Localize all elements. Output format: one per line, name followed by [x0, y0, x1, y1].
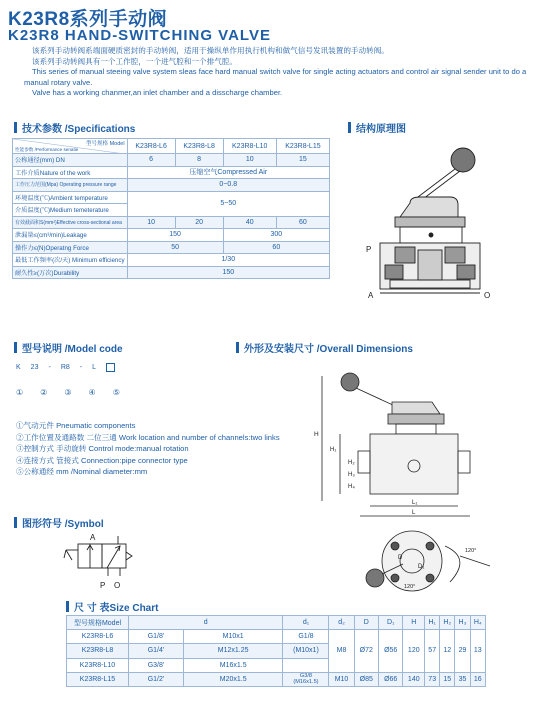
spec-row-label: 介质温度(℃)Medium temeterature [13, 204, 128, 217]
code-circle: ③ [64, 388, 72, 397]
size-cell: M10 [329, 672, 354, 686]
dim-angle-label: 120° [465, 548, 477, 554]
size-header-cell: d₁ [283, 616, 329, 630]
spec-cell: 20 [175, 216, 223, 229]
intro-line: This series of manual steeing valve system sleas face hard manual switch valve for single acting actuators and control air signal sender unit to do a manual rotary valve. [24, 67, 527, 87]
structure-heading-text: 结构原理图 [356, 124, 406, 135]
size-header-cell: H₁ [425, 616, 440, 630]
code-circle: ④ [88, 388, 96, 397]
code-part: R8 [60, 364, 70, 371]
size-cell: K23R8-L10 [67, 658, 129, 672]
spec-cell: 40 [223, 216, 276, 229]
model-col: K23R8-L8 [175, 139, 223, 154]
symbol-heading [14, 515, 104, 530]
size-header-cell: d [129, 616, 283, 630]
size-heading [66, 599, 158, 614]
valve-symbol [60, 530, 170, 590]
port-a-label: A [368, 291, 374, 300]
spec-row-label: 操作力≤(N)Operatng Force [13, 241, 128, 254]
spec-row [13, 179, 330, 192]
heading-bar [66, 601, 69, 612]
size-cell: M16x1.5 [183, 658, 283, 672]
symbol-heading-text: 图形符号 /Symbol [22, 519, 104, 530]
port-o-label: O [484, 291, 491, 300]
size-cell: Ø85 [354, 672, 378, 686]
spec-row-label: 工作介质Nature of the work [13, 166, 128, 179]
dim-h4-label: H₄ [348, 484, 355, 490]
size-cell: 29 [455, 630, 470, 673]
model-item: ②工作位置及通路数 二位三通 Work location and number of channels:two links [16, 432, 280, 442]
spec-cell: 10 [127, 216, 175, 229]
model-col: K23R8-L10 [223, 139, 276, 154]
size-cell [283, 658, 329, 672]
code-part: L [92, 364, 97, 371]
spec-diagonal-header [13, 139, 128, 154]
spec-cell: 8 [175, 154, 223, 167]
intro-text [24, 46, 544, 99]
code-part: K [16, 364, 21, 371]
spec-row-label: 有效截面积S(mm²)Effective cross-sectional area [13, 216, 128, 229]
size-cell: 15 [440, 672, 455, 686]
size-cell: (M10x1) [283, 644, 329, 658]
d1-value: G3/8 [299, 673, 313, 680]
size-cell: 73 [425, 672, 440, 686]
size-header-cell: H₂ [440, 616, 455, 630]
spec-row-label: 公称通径(mm) DN [13, 154, 128, 167]
size-cell: 12 [440, 630, 455, 673]
structure-drawing [340, 135, 545, 310]
size-cell: 13 [470, 630, 485, 673]
spec-row [13, 266, 330, 279]
spec-row [13, 166, 330, 179]
size-cell: G1/8 [283, 630, 329, 644]
spec-cell: 150 [127, 266, 329, 279]
code-parts [16, 363, 120, 372]
model-item: ④连接方式 管接式 Connection:pipe connector type [16, 455, 188, 465]
symbol-p-label: P [100, 581, 106, 590]
structure-heading [348, 120, 406, 135]
code-circle: ① [16, 388, 24, 397]
spec-cell: 10 [223, 154, 276, 167]
size-cell [283, 672, 329, 686]
page-title-en: K23R8 HAND-SWITCHING VALVE [8, 27, 271, 44]
heading-bar [14, 342, 17, 353]
dim-d1-label: D₁ [418, 564, 425, 570]
size-header-cell: H₄ [470, 616, 485, 630]
size-heading-text: 尺 寸 表Size Chart [74, 603, 159, 614]
size-cell: G1/2' [129, 672, 184, 686]
spec-header-row [13, 139, 330, 154]
size-header-cell: D [354, 616, 378, 630]
model-code-diagram [16, 363, 120, 397]
size-cell: 57 [425, 630, 440, 673]
size-cell: 120 [403, 630, 425, 673]
size-header-cell: 型号规格Model [67, 616, 129, 630]
dims-heading-text: 外形及安装尺寸 /Overall Dimensions [244, 344, 413, 355]
size-cell: Ø72 [354, 630, 378, 673]
heading-bar [236, 342, 239, 353]
size-cell: K23R8-L8 [67, 644, 129, 658]
dim-h-label: H [314, 431, 319, 438]
dimensions-drawing [300, 356, 545, 596]
port-p-label: P [366, 245, 372, 254]
size-cell: 140 [403, 672, 425, 686]
intro-line: Valve has a working chanmer,an inlet chamber and a disscharge chamber. [32, 88, 283, 98]
size-cell: Ø66 [378, 672, 402, 686]
spec-row [13, 191, 330, 204]
size-cell: G3/8' [129, 658, 184, 672]
dim-d-label: D [398, 555, 403, 561]
spec-cell: 0~0.8 [127, 179, 329, 192]
size-header-cell: d₂ [329, 616, 354, 630]
model-item: ⑤公称通经 mm /Nominal diameter:mm [16, 467, 148, 476]
intro-line: 该系列手动转阀具有一个工作腔，一个进气腔和一个排气腔。 [32, 56, 238, 66]
size-cell: K23R8-L15 [67, 672, 129, 686]
dims-heading [236, 340, 413, 355]
size-cell: 35 [455, 672, 470, 686]
spec-row-label: 环境温度(℃)Ambient temperature [13, 191, 128, 204]
size-row [67, 672, 486, 686]
size-cell: G1/8' [129, 630, 184, 644]
size-cell: M10x1 [183, 630, 283, 644]
model-heading [14, 340, 123, 355]
size-header-cell: H [403, 616, 425, 630]
spec-row [13, 154, 330, 167]
spec-cell: 60 [276, 216, 329, 229]
model-item: ①气动元件 Pneumatic components [16, 421, 136, 430]
dim-l1-label: L₁ [412, 500, 418, 506]
dim-h3-label: H₃ [348, 472, 355, 478]
spec-row [13, 229, 330, 242]
size-cell: G1/4' [129, 644, 184, 658]
size-header-cell: D₁ [378, 616, 402, 630]
code-circle: ② [40, 388, 48, 397]
model-item: ③控制方式 手动旋转 Control mode:manual rotation [16, 444, 189, 453]
d1-alt-value: (M16x1.5) [293, 679, 319, 686]
spec-row-label: 最低工作频率(次/天) Minimum efficiency [13, 254, 128, 267]
spec-row [13, 254, 330, 267]
dim-h1-label: H₁ [330, 447, 337, 453]
model-code-items [16, 420, 280, 478]
spec-cell: 300 [223, 229, 329, 242]
size-table [66, 615, 486, 687]
spec-row-label: 耐久性≥(万次)Durability [13, 266, 128, 279]
size-cell: M12x1.25 [183, 644, 283, 658]
model-col: K23R8-L6 [127, 139, 175, 154]
code-part: - [79, 364, 83, 371]
spec-cell: 150 [127, 229, 223, 242]
size-header-row [67, 616, 486, 630]
heading-bar [348, 122, 351, 133]
spec-cell: 1/30 [127, 254, 329, 267]
size-cell: M8 [329, 630, 354, 673]
symbol-o-label: O [114, 581, 121, 590]
heading-bar [14, 122, 17, 133]
spec-heading-text: 技术参数 /Specifications [22, 124, 136, 135]
dim-angle2-label: 120° [404, 584, 416, 590]
heading-bar [14, 517, 17, 528]
spec-cell: 6 [127, 154, 175, 167]
model-heading-text: 型号说明 /Model code [22, 344, 123, 355]
size-cell: K23R8-L6 [67, 630, 129, 644]
dim-h2-label: H₂ [348, 460, 355, 466]
spec-cell: 60 [223, 241, 329, 254]
code-part: 23 [30, 364, 39, 371]
size-header-cell: H₃ [455, 616, 470, 630]
spec-cell: 压缩空气Compressed Air [127, 166, 329, 179]
spec-row [13, 216, 330, 229]
header-bottom-label: 性能参数 /Performance senatie [15, 147, 79, 152]
spec-cell: 50 [127, 241, 223, 254]
size-row [67, 630, 486, 644]
size-cell: M20x1.5 [183, 672, 283, 686]
size-cell: Ø56 [378, 630, 402, 673]
spec-table [12, 138, 330, 279]
spec-row-label: 泄漏量≤(cm³/min)Leakage [13, 229, 128, 242]
spec-heading [14, 120, 135, 135]
spec-row-label: 工作压力范围(Mpa) Operating pressure range [13, 179, 128, 192]
code-circle: ⑤ [112, 388, 120, 397]
header-top-label: 型号规格 Model [86, 141, 125, 147]
intro-line: 该系列手动转阀系端面硬质密封的手动转阀，适用于操纵单作用执行机构和做气信号发讯装置的手动转阀。 [32, 46, 389, 55]
spec-row [13, 241, 330, 254]
size-cell: 16 [470, 672, 485, 686]
symbol-a-label: A [90, 533, 96, 542]
dim-l-label: L [412, 510, 416, 516]
page-title-cn: K23R8系列手动阀 [8, 9, 168, 30]
spec-cell: 5~50 [127, 191, 329, 216]
code-part: - [48, 364, 51, 371]
model-col: K23R8-L15 [276, 139, 329, 154]
spec-cell: 15 [276, 154, 329, 167]
code-box [106, 363, 115, 372]
code-circles [16, 388, 120, 397]
